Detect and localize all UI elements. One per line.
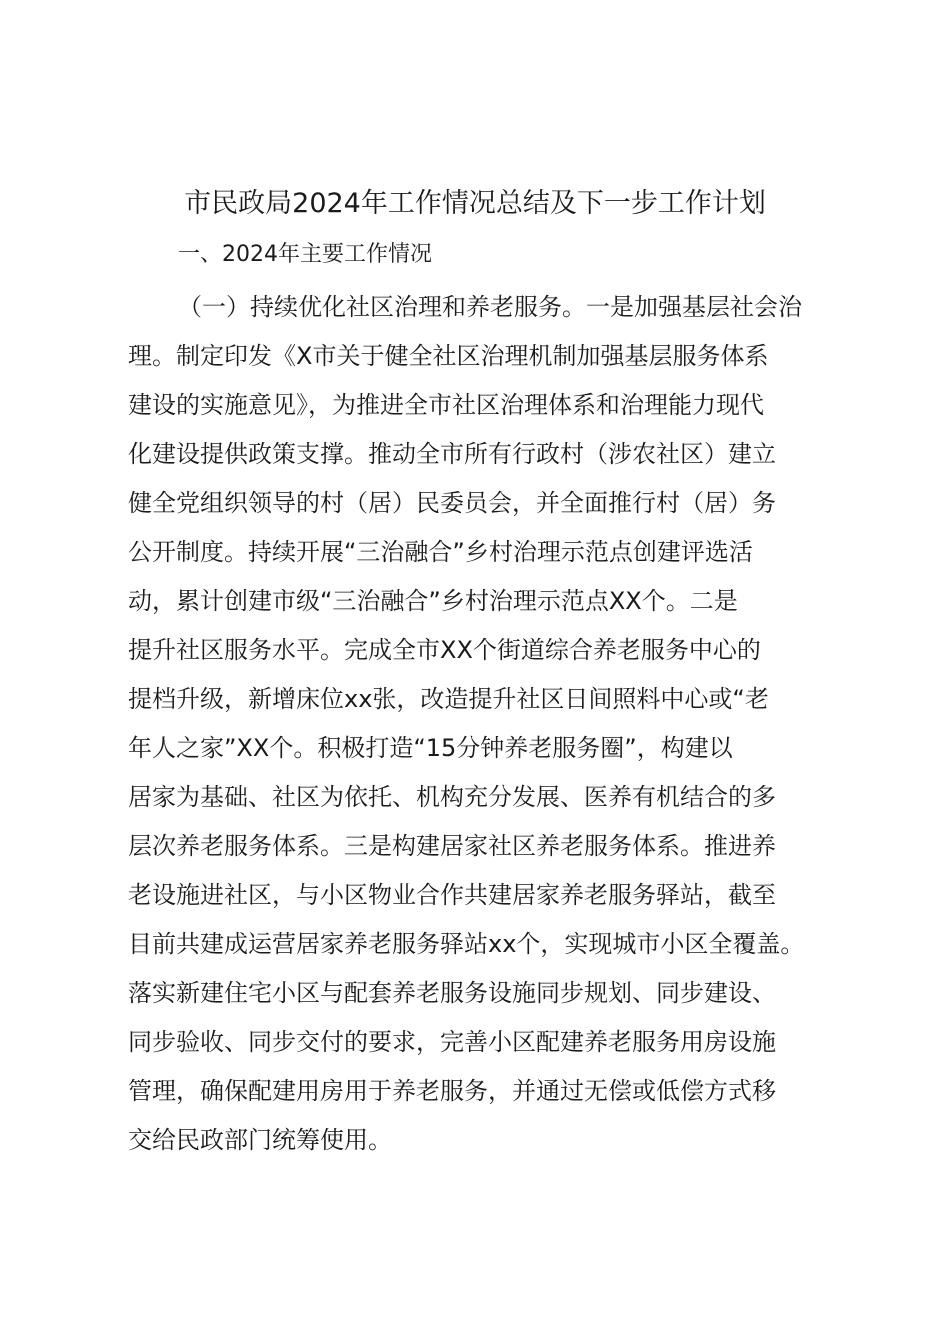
paragraph-line: 建设的实施意见》，为推进全市社区治理体系和治理能力现代 bbox=[128, 391, 764, 419]
paragraph-line: 年人之家”XX个。积极打造“15分钟养老服务圈”，构建以 bbox=[128, 734, 733, 762]
paragraph-line: 同步验收、同步交付的要求，完善小区配建养老服务用房设施 bbox=[128, 1028, 776, 1056]
paragraph-line: 老设施进社区，与小区物业合作共建居家养老服务驿站，截至 bbox=[128, 881, 776, 909]
paragraph-line: 公开制度。持续开展“三治融合”乡村治理示范点创建评选活 bbox=[128, 538, 753, 566]
paragraph-line: 提档升级，新增床位xx张，改造提升社区日间照料中心或“老 bbox=[128, 685, 769, 713]
paragraph-line: 理。制定印发《X市关于健全社区治理机制加强基层服务体系 bbox=[128, 342, 769, 370]
document-title: 市民政局2024年工作情况总结及下一步工作计划 bbox=[184, 188, 766, 219]
paragraph-line: （一）持续优化社区治理和养老服务。一是加强基层社会治 bbox=[178, 293, 802, 321]
paragraph-line: 化建设提供政策支撑。推动全市所有行政村（涉农社区）建立 bbox=[128, 440, 776, 468]
paragraph-line: 居家为基础、社区为依托、机构充分发展、医养有机结合的多 bbox=[128, 783, 776, 811]
paragraph-line: 健全党组织领导的村（居）民委员会，并全面推行村（居）务 bbox=[128, 489, 776, 517]
paragraph-line: 层次养老服务体系。三是构建居家社区养老服务体系。推进养 bbox=[128, 832, 776, 860]
paragraph-line: 提升社区服务水平。完成全市XX个街道综合养老服务中心的 bbox=[128, 636, 761, 664]
paragraph-line: 交给民政部门统筹使用。 bbox=[128, 1126, 392, 1154]
paragraph-line: 管理，确保配建用房用于养老服务，并通过无偿或低偿方式移 bbox=[128, 1077, 776, 1105]
paragraph-line: 目前共建成运营居家养老服务驿站xx个，实现城市小区全覆盖。 bbox=[128, 930, 805, 958]
paragraph-line: 落实新建住宅小区与配套养老服务设施同步规划、同步建设、 bbox=[128, 979, 776, 1007]
paragraph-line: 动，累计创建市级“三治融合”乡村治理示范点XX个。二是 bbox=[128, 587, 738, 615]
section-heading: 一、2024年主要工作情况 bbox=[178, 242, 432, 267]
